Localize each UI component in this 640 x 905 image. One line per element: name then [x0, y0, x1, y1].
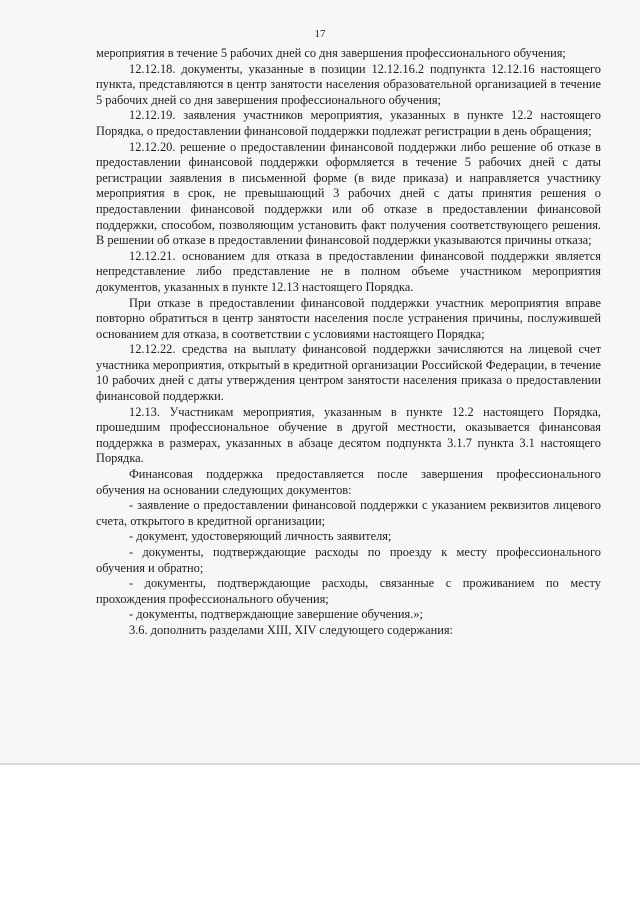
list-item: - заявление о предоставлении финансовой поддержки с указанием реквизитов лицевого счета, открытого в кредитной организации; — [96, 498, 601, 528]
paragraph: 12.12.18. документы, указанные в позиции 12.12.16.2 подпункта 12.12.16 настоящего пункта, представляются в центр занятости населения образовательной организацией в течение 5 рабочих дней со дня завершения профессионального обучения; — [96, 61, 601, 107]
paragraph: 3.6. дополнить разделами XIII, XIV следующего содержания: — [129, 622, 453, 637]
scan-edge — [0, 763, 640, 765]
paragraph: 12.12.19. заявления участников мероприятия, указанных в пункте 12.2 настоящего Порядка, о предоставлении финансовой поддержки подлежат регистрации в день обращения; — [96, 108, 601, 138]
paragraph: 12.12.22. средства на выплату финансовой поддержки зачисляются на лицевой счет участника мероприятия, открытый в кредитной организации Российской Федерации, в течение 10 рабочих дней с даты утверждения центром занятости населения приказа о предоставлении финансовой поддержки. — [96, 342, 601, 404]
list-item: - документы, подтверждающие расходы, связанные с проживанием по месту прохождения профессионального обучения; — [96, 576, 601, 606]
paragraph: 12.13. Участникам мероприятия, указанным в пункте 12.2 настоящего Порядка, прошедшим профессиональное обучение в другой местности, оказывается финансовая поддержка в размерах, указанных в абзаце десятом подпункта 3.1.7 пункта 3.1 настоящего Порядка. — [96, 404, 601, 466]
list-item: - документы, подтверждающие завершение обучения.»; — [129, 607, 423, 622]
list-item: - документ, удостоверяющий личность заявителя; — [129, 529, 392, 544]
paragraph: При отказе в предоставлении финансовой поддержки участник мероприятия вправе повторно обратиться в центр занятости населения после устранения причины, послужившей основанием для отказа, в соответствии с условиями настоящего Порядка; — [96, 295, 601, 341]
list-item: - документы, подтверждающие расходы по проезду к месту профессионального обучения и обратно; — [96, 545, 601, 575]
paragraph: Финансовая поддержка предоставляется после завершения профессионального обучения на основании следующих документов: — [96, 467, 601, 497]
paragraph: 12.12.20. решение о предоставлении финансовой поддержки либо решение об отказе в предоставлении финансовой поддержки оформляется в течение 5 рабочих дней с даты регистрации заявления в письменной форме (в виде приказа) и направляется участнику мероприятия в срок, не превышающий 3 рабочих дней с даты принятия решения о предоставлении финансовой поддержки или об отказе в предоставлении финансовой поддержки, способом, позволяющим установить факт получения соответствующего решения. В решении об отказе в предоставлении финансовой поддержки указываются причины отказа; — [96, 139, 601, 248]
page-number: 17 — [314, 28, 326, 40]
paragraph: 12.12.21. основанием для отказа в предоставлении финансовой поддержки является непредставление либо представление не в полном объеме участником мероприятия документов, указанных в пункте 12.13 настоящего Порядка. — [96, 248, 601, 294]
paragraph: мероприятия в течение 5 рабочих дней со дня завершения профессионального обучения; — [96, 46, 566, 60]
document-body — [96, 46, 601, 639]
